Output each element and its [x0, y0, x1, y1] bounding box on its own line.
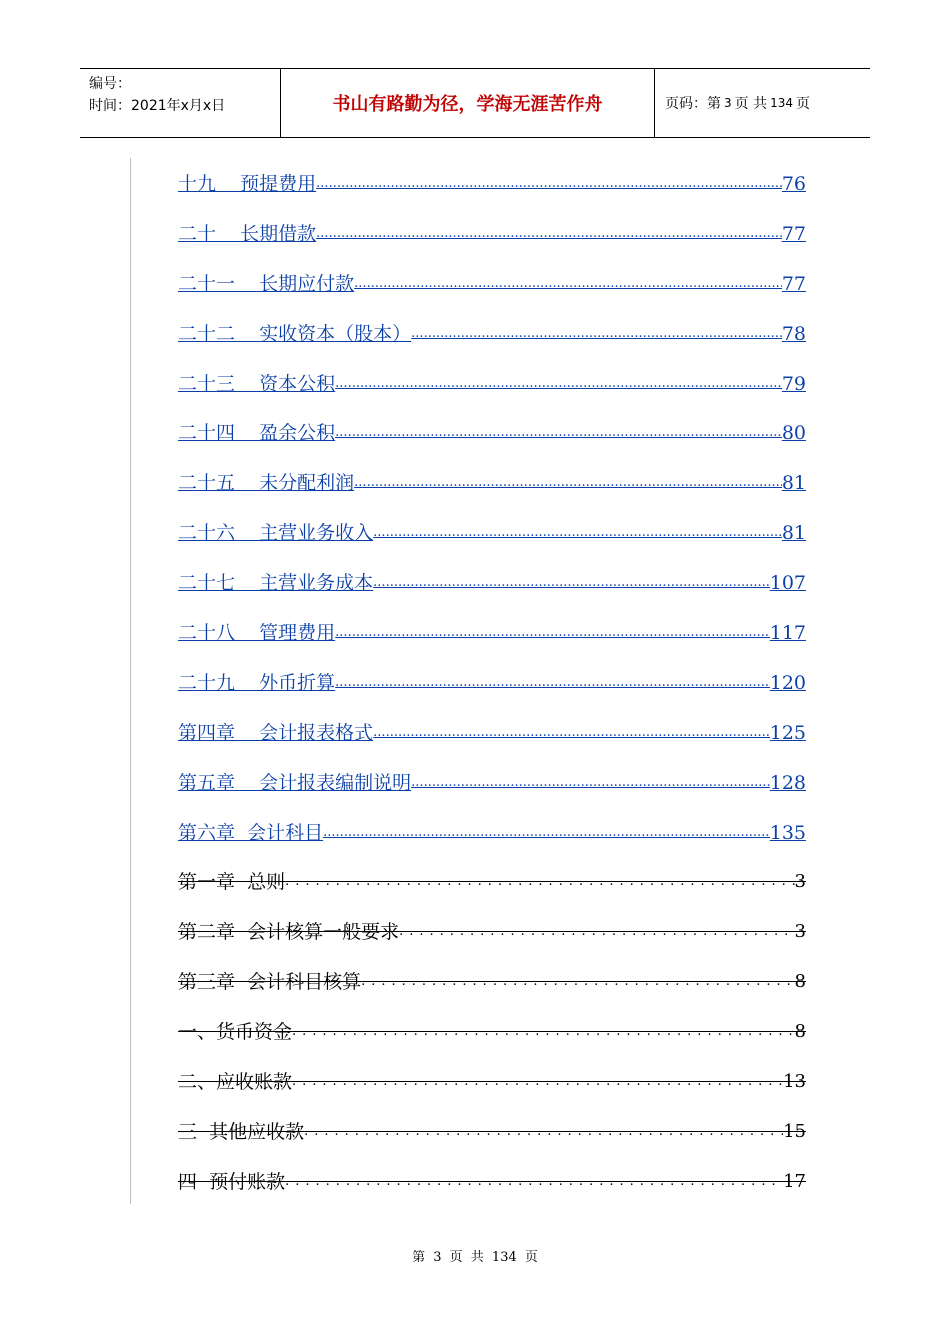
toc-entry-title: 二十七 主营业务成本 [178, 572, 374, 595]
toc-entry[interactable] [178, 417, 806, 467]
toc-leader-dots [285, 1166, 783, 1198]
toc-entry-page: 120 [769, 671, 806, 694]
time-label: 时间：2021年x月x日 [89, 98, 226, 114]
toc-leader-dots [373, 717, 770, 749]
toc-entry-title: 二、应收账款 [178, 1071, 293, 1094]
toc-entry-page: 8 [794, 971, 806, 993]
toc-entry-page: 125 [769, 721, 806, 744]
toc-entry-title: 二十四 盈余公积 [178, 422, 336, 445]
toc-entry[interactable] [178, 767, 806, 817]
toc-entry [178, 1066, 806, 1116]
toc-entry-title: 第三章 会计科目核算 [178, 971, 362, 994]
page-footer: 第 3 页 共 134 页 [412, 1250, 538, 1265]
toc-entry-page: 76 [781, 173, 806, 195]
toc-entry-page: 8 [794, 1021, 806, 1043]
toc-leader-dots [285, 866, 794, 898]
page-suffix: 页 [796, 96, 810, 112]
page-prefix: 页码：第 [665, 96, 721, 112]
toc-leader-dots [316, 168, 782, 200]
toc-entry-title: 二十二 实收资本（股本） [178, 322, 412, 345]
toc-leader-dots [335, 417, 782, 449]
toc-entry[interactable] [178, 368, 806, 418]
toc-entry-title: 第二章 会计核算一般要求 [178, 921, 400, 944]
toc-leader-dots [411, 767, 770, 799]
toc-entry-title: 一、货币资金 [178, 1021, 293, 1044]
toc-entry-page: 3 [794, 921, 806, 943]
toc-entry-page: 135 [769, 821, 806, 844]
toc-leader-dots [323, 817, 770, 849]
toc-entry-title: 二十六 主营业务收入 [178, 522, 374, 545]
toc-leader-dots [316, 218, 782, 250]
toc-entry-page: 17 [783, 1170, 806, 1192]
toc-entry[interactable] [178, 467, 806, 517]
toc-leader-dots [335, 368, 782, 400]
toc-entry-page: 107 [769, 572, 806, 595]
toc-leader-dots [335, 667, 770, 699]
toc-entry-page: 77 [781, 222, 806, 245]
toc-entry[interactable] [178, 617, 806, 667]
toc-entry[interactable] [178, 717, 806, 767]
toc-entry-page: 80 [781, 422, 806, 445]
toc-leader-dots [335, 617, 770, 649]
page-header [80, 68, 870, 138]
toc-entry[interactable] [178, 567, 806, 617]
toc-entry-title: 第四章 会计报表格式 [178, 721, 374, 744]
toc-entry-page: 15 [783, 1120, 806, 1142]
toc-entry-title: 二十八 管理费用 [178, 622, 336, 645]
toc-leader-dots [373, 567, 770, 599]
toc-entry-title: 三 其他应收款 [178, 1120, 305, 1143]
toc-entry [178, 1116, 806, 1166]
toc-entry-title: 二十九 外币折算 [178, 671, 336, 694]
toc-entry-title: 二十一 长期应付款 [178, 272, 355, 295]
toc-entry-page: 79 [781, 372, 806, 395]
toc-entry[interactable] [178, 168, 806, 218]
toc-entry-page: 128 [769, 771, 806, 794]
header-motto: 书山有路勤为径，学海无涯苦作舟 [281, 69, 655, 137]
toc-entry-page: 81 [781, 472, 806, 495]
toc-entry-page: 117 [769, 622, 806, 645]
toc-entry [178, 1166, 806, 1216]
toc-leader-dots [354, 268, 782, 300]
toc-leader-dots [354, 467, 782, 499]
toc-entry [178, 1016, 806, 1066]
toc-entry-page: 81 [781, 522, 806, 545]
toc-entry-title: 二十 长期借款 [178, 222, 317, 245]
toc-leader-dots [373, 517, 782, 549]
toc-entry[interactable] [178, 218, 806, 268]
toc-entry[interactable] [178, 817, 806, 867]
toc-entry[interactable] [178, 268, 806, 318]
toc-entry-page: 78 [781, 322, 806, 345]
toc-entry [178, 966, 806, 1016]
toc-entry[interactable] [178, 318, 806, 368]
toc-leader-dots [361, 966, 794, 998]
table-of-contents [178, 168, 806, 1216]
toc-entry[interactable] [178, 517, 806, 567]
toc-entry-title: 十九 预提费用 [178, 173, 317, 195]
header-meta [80, 69, 281, 137]
toc-leader-dots [399, 916, 794, 948]
toc-leader-dots [304, 1116, 783, 1148]
toc-leader-dots [292, 1016, 795, 1048]
number-label: 编号： [89, 76, 131, 92]
toc-entry-title: 二十三 资本公积 [178, 372, 336, 395]
toc-entry-title: 四 预付账款 [178, 1170, 286, 1193]
toc-entry-title: 第六章 会计科目 [178, 821, 324, 844]
toc-entry-title: 二十五 未分配利润 [178, 472, 355, 495]
page-current: 3 [724, 96, 732, 110]
toc-entry-page: 77 [781, 272, 806, 295]
toc-entry-title: 第五章 会计报表编制说明 [178, 771, 412, 794]
toc-entry-page: 13 [783, 1071, 806, 1093]
page-mid: 页 共 [734, 96, 768, 112]
margin-rule [130, 158, 131, 1204]
toc-leader-dots [292, 1066, 783, 1098]
toc-entry [178, 916, 806, 966]
page-total: 134 [770, 96, 793, 110]
toc-entry-title: 第一章 总则 [178, 871, 286, 894]
toc-entry-page: 3 [794, 871, 806, 893]
toc-entry[interactable] [178, 667, 806, 717]
header-page-info [655, 69, 870, 137]
toc-leader-dots [411, 318, 782, 350]
toc-entry [178, 866, 806, 916]
